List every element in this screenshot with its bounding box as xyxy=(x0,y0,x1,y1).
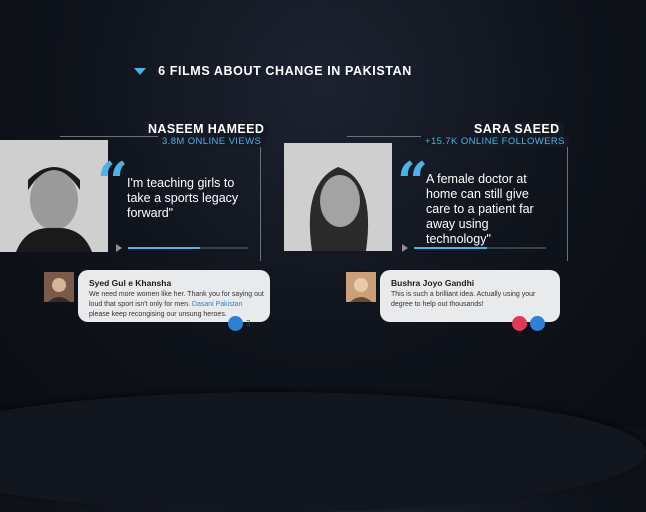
quote-text: I'm teaching girls to take a sports legacy forward" xyxy=(127,176,239,220)
avatar-photo xyxy=(346,272,376,302)
comment-bubble xyxy=(380,270,560,322)
person-name: NASEEM HAMEED xyxy=(144,122,268,136)
progress-fill xyxy=(414,247,487,249)
comment-author: Syed Gul e Khansha xyxy=(89,278,172,288)
section-title-text: 6 FILMS ABOUT CHANGE IN PAKISTAN xyxy=(158,64,412,78)
progress-bar[interactable] xyxy=(414,247,546,249)
quote-icon: “ xyxy=(397,150,429,214)
comment-author: Bushra Joyo Gandhi xyxy=(391,278,475,288)
comment-text-end: please keep recongising our unsung heroes. xyxy=(89,311,227,318)
bottom-arc-decoration xyxy=(0,392,646,512)
quote-icon: “ xyxy=(97,150,129,214)
quote-text: A female doctor at home can still give care to a patient far away using technology" xyxy=(426,172,534,246)
stat-label: 3.8M ONLINE VIEWS xyxy=(158,136,265,147)
reaction-count: 3 xyxy=(246,319,251,328)
heart-reaction-icon[interactable] xyxy=(512,316,527,331)
avatar[interactable] xyxy=(344,270,378,304)
stat-label: +15.7K ONLINE FOLLOWERS xyxy=(421,136,569,147)
like-reaction-icon[interactable] xyxy=(530,316,545,331)
comment-text: This is such a brilliant idea. Actually using your degree to help out thousands! xyxy=(391,291,536,308)
comment-link[interactable]: Dasani Pakistan xyxy=(191,301,243,308)
person-name: SARA SAEED xyxy=(470,122,564,136)
play-icon[interactable] xyxy=(402,244,408,252)
comment-text-start: We need more women like her. Thank you for saying out loud that sport isn't only for men. xyxy=(89,291,264,308)
portrait-sara xyxy=(284,143,392,251)
person-photo xyxy=(284,143,392,251)
